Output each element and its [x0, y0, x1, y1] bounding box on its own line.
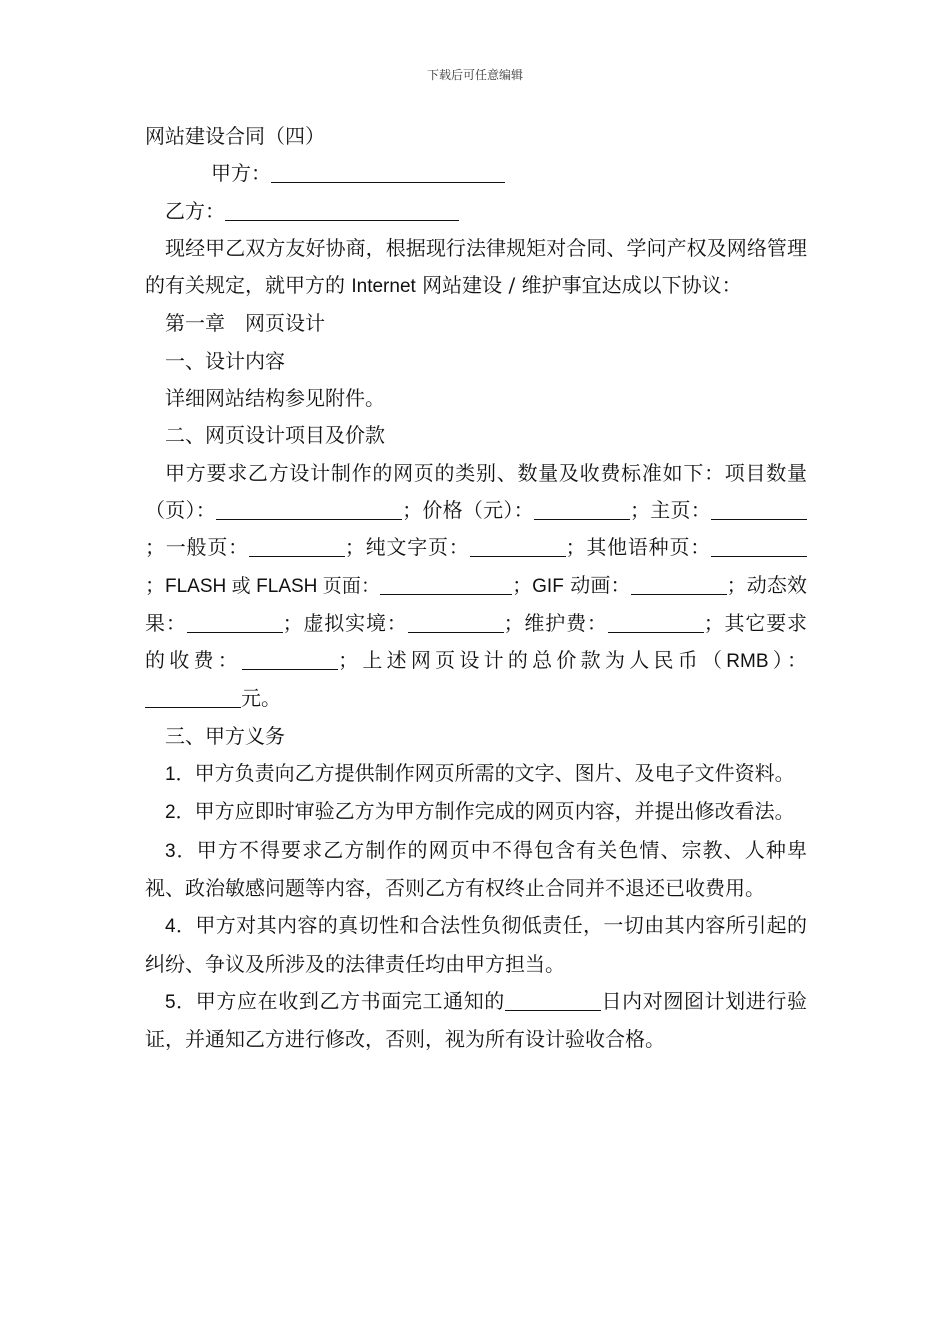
duty-text-1: 甲方应在收到乙方书面完工通知的 [195, 988, 505, 1013]
party-b-blank[interactable] [225, 198, 459, 221]
preamble-internet: Internet [351, 276, 416, 298]
duty-item-2 [145, 793, 807, 831]
general-label: ；一般页： [145, 535, 249, 560]
text-only-blank[interactable] [470, 534, 566, 557]
duty-text: 甲方负责向乙方提供制作网页所需的文字、图片、及电子文件资料。 [194, 761, 795, 786]
chapter-heading: 第一章 网页设计 [165, 311, 325, 336]
flash-label: FLASH 或 FLASH 页面： [165, 575, 381, 597]
duty-item-5 [145, 983, 807, 1059]
preamble-text-1: 现经甲乙双方友好协商，根据现行法律规矩对合同、学问产权及网络管理的有关规定，就甲方的 [145, 235, 807, 298]
other-lang-label: ；其他语种页： [565, 535, 712, 560]
section-heading-party-a-duties: 三、甲方义务 [165, 723, 285, 748]
section-heading-pricing: 二、网页设计项目及价款 [165, 423, 385, 448]
virtual-blank[interactable] [408, 610, 504, 633]
rmb-close: ）： [768, 648, 808, 673]
text-only-label: ；纯文字页： [344, 535, 470, 560]
duty-item-3 [145, 832, 807, 908]
party-b-line [145, 193, 807, 230]
duty-text: 甲方对其内容的真切性和合法性负彻低责任，一切由其内容所引起的纠纷、争议及所涉及的法律责任均由甲方担当。 [145, 913, 807, 976]
party-b-label: 乙方： [165, 198, 225, 223]
item-quantity-blank[interactable] [216, 497, 402, 520]
days-blank[interactable] [505, 988, 601, 1011]
home-blank[interactable] [711, 497, 807, 520]
gif-label: GIF [532, 575, 564, 597]
price-label: ；价格（元）： [402, 497, 534, 522]
contract-title: 网站建设合同（四） [145, 124, 325, 148]
home-label: ；主页： [629, 497, 712, 522]
maint-blank[interactable] [608, 610, 704, 633]
contract-body [145, 118, 807, 1058]
total-blank[interactable] [145, 685, 241, 708]
other-lang-blank[interactable] [711, 534, 807, 557]
preamble-text-2: 网站建设 / 维护事宜达成以下协议： [415, 273, 742, 298]
duty-number: 3． [165, 840, 197, 862]
flash-blank[interactable] [380, 572, 512, 595]
duty-text-2: 日内对囫囵计划进行验证，并通知乙方进行修改，否则，视为所有设计验收合格。 [145, 988, 808, 1052]
party-a-line [145, 155, 807, 192]
section-text-design-content: 详细网站结构参见附件。 [165, 386, 385, 411]
duty-text: 甲方应即时审验乙方为甲方制作完成的网页内容，并提出修改看法。 [194, 799, 795, 824]
preamble-paragraph [145, 230, 807, 306]
anim-label: 动画： [563, 572, 631, 597]
maint-label: ；维护费： [503, 610, 608, 635]
pricing-paragraph: 甲方要求乙方设计制作的网页的类别、数量及收费标准如下：项目数量（页）： ；价格（元）： ；主页：；一般页： ；纯文字页： ；其他语种页：；FLASH 或 FLASH 页面： ；GIF 动画： ；动态效果： ；虚拟实境： ；维护费： ；其它要求的收费： ；上述网页设计的总价款为人民币（RMB）：元。 [145, 460, 808, 711]
duty-number: 2． [165, 802, 195, 824]
party-a-blank[interactable] [271, 160, 505, 183]
dynamic-label: ；动态效果： [145, 572, 807, 635]
rmb-label: RMB [726, 651, 769, 673]
header-note: 下载后可任意编辑 [426, 68, 523, 82]
general-blank[interactable] [249, 534, 345, 557]
duty-number: 5． [165, 991, 196, 1013]
pricing-intro: 甲方要求乙方设计制作的网页的类别、数量及收费标准如下：项目数量（页）： [145, 460, 807, 522]
section-heading-design-content: 一、设计内容 [165, 348, 285, 373]
dynamic-blank[interactable] [187, 610, 283, 633]
duty-number: 4． [165, 916, 196, 938]
duty-number: 1． [165, 764, 195, 786]
party-a-label: 甲方： [211, 161, 271, 186]
anim-blank[interactable] [631, 572, 727, 595]
price-blank[interactable] [534, 497, 630, 520]
virtual-label: ；虚拟实境： [282, 610, 408, 635]
other-fee-blank[interactable] [242, 647, 338, 670]
other-fee-label: ；其它要求的收费： [145, 610, 808, 673]
yuan-label: 元。 [241, 686, 281, 711]
total-label: ；上述网页设计的总价款为人民币（ [338, 648, 727, 673]
duty-text: 甲方不得要求乙方制作的网页中不得包含有关色情、宗教、人种卑视、政治敏感问题等内容，否则乙方有权终止合同并不退还已收费用。 [145, 837, 807, 900]
duty-item-4 [145, 907, 807, 983]
duty-item-1 [145, 755, 807, 793]
